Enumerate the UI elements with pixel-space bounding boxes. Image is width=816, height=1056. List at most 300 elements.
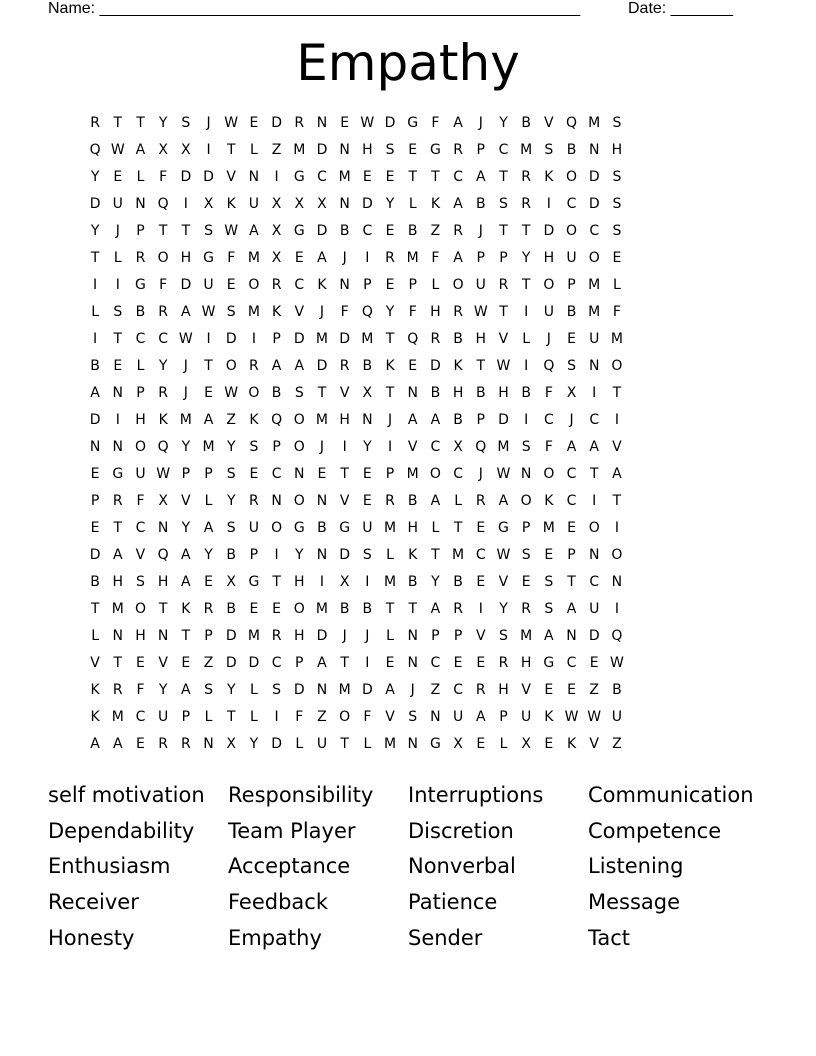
- grid-letter[interactable]: W: [587, 709, 602, 725]
- grid-letter[interactable]: T: [453, 520, 463, 536]
- grid-letter[interactable]: P: [181, 466, 191, 482]
- grid-letter[interactable]: E: [294, 250, 305, 266]
- grid-letter[interactable]: D: [225, 655, 238, 671]
- grid-letter[interactable]: U: [248, 196, 260, 212]
- grid-letter[interactable]: K: [181, 601, 191, 617]
- grid-letter[interactable]: E: [226, 277, 237, 293]
- grid-letter[interactable]: M: [406, 466, 420, 482]
- grid-letter[interactable]: K: [317, 277, 328, 293]
- grid-letter[interactable]: X: [158, 142, 169, 158]
- grid-letter[interactable]: N: [157, 628, 169, 644]
- grid-letter[interactable]: S: [226, 304, 237, 320]
- grid-letter[interactable]: R: [294, 115, 305, 131]
- grid-letter[interactable]: A: [203, 412, 214, 428]
- grid-letter[interactable]: T: [340, 466, 350, 482]
- grid-letter[interactable]: R: [475, 493, 487, 509]
- grid-letter[interactable]: P: [521, 520, 531, 536]
- grid-letter[interactable]: R: [203, 601, 214, 617]
- grid-letter[interactable]: C: [566, 655, 577, 671]
- grid-letter[interactable]: I: [614, 412, 620, 428]
- grid-letter[interactable]: F: [363, 709, 372, 725]
- grid-letter[interactable]: D: [588, 169, 601, 185]
- grid-letter[interactable]: D: [293, 331, 306, 347]
- grid-letter[interactable]: J: [478, 466, 484, 482]
- grid-letter[interactable]: B: [339, 601, 350, 617]
- grid-letter[interactable]: K: [453, 358, 464, 374]
- grid-letter[interactable]: N: [430, 709, 442, 725]
- grid-letter[interactable]: C: [135, 331, 146, 347]
- grid-letter[interactable]: P: [476, 142, 486, 158]
- grid-letter[interactable]: I: [93, 331, 98, 347]
- grid-letter[interactable]: C: [498, 142, 509, 158]
- grid-letter[interactable]: N: [407, 736, 419, 752]
- grid-letter[interactable]: A: [430, 493, 441, 509]
- grid-letter[interactable]: C: [566, 466, 577, 482]
- grid-letter[interactable]: N: [316, 547, 328, 563]
- grid-letter[interactable]: S: [226, 520, 237, 536]
- grid-letter[interactable]: H: [294, 574, 306, 590]
- grid-letter[interactable]: I: [524, 358, 529, 374]
- grid-letter[interactable]: R: [453, 304, 464, 320]
- grid-letter[interactable]: T: [340, 655, 350, 671]
- grid-letter[interactable]: P: [204, 628, 214, 644]
- grid-letter[interactable]: T: [476, 358, 486, 374]
- grid-letter[interactable]: W: [564, 709, 579, 725]
- grid-letter[interactable]: J: [342, 250, 348, 266]
- grid-letter[interactable]: A: [90, 385, 101, 401]
- grid-letter[interactable]: C: [430, 655, 441, 671]
- grid-letter[interactable]: D: [89, 547, 101, 563]
- grid-letter[interactable]: Q: [407, 331, 419, 347]
- grid-letter[interactable]: O: [248, 277, 260, 293]
- grid-letter[interactable]: T: [431, 547, 441, 563]
- grid-letter[interactable]: M: [338, 169, 352, 185]
- grid-letter[interactable]: H: [112, 574, 124, 590]
- grid-letter[interactable]: A: [453, 250, 464, 266]
- grid-letter[interactable]: T: [204, 358, 214, 374]
- grid-letter[interactable]: P: [90, 493, 100, 509]
- grid-letter[interactable]: T: [317, 385, 327, 401]
- grid-letter[interactable]: X: [203, 196, 214, 212]
- grid-letter[interactable]: X: [362, 385, 373, 401]
- grid-letter[interactable]: U: [316, 736, 328, 752]
- grid-letter[interactable]: T: [113, 331, 123, 347]
- grid-letter[interactable]: I: [365, 250, 370, 266]
- grid-letter[interactable]: T: [612, 493, 622, 509]
- grid-letter[interactable]: N: [316, 115, 328, 131]
- grid-letter[interactable]: P: [272, 439, 282, 455]
- grid-letter[interactable]: Y: [90, 223, 100, 239]
- grid-letter[interactable]: B: [612, 682, 623, 698]
- grid-letter[interactable]: M: [315, 331, 329, 347]
- grid-letter[interactable]: Q: [566, 115, 578, 131]
- grid-letter[interactable]: Q: [475, 439, 487, 455]
- grid-letter[interactable]: E: [249, 115, 259, 131]
- grid-letter[interactable]: B: [453, 412, 464, 428]
- grid-letter[interactable]: X: [158, 493, 169, 509]
- grid-letter[interactable]: P: [204, 466, 214, 482]
- grid-letter[interactable]: W: [496, 466, 511, 482]
- grid-letter[interactable]: S: [544, 574, 554, 590]
- grid-letter[interactable]: O: [588, 520, 601, 536]
- grid-letter[interactable]: H: [452, 385, 464, 401]
- grid-letter[interactable]: S: [226, 466, 237, 482]
- grid-letter[interactable]: E: [567, 331, 577, 347]
- grid-letter[interactable]: S: [249, 439, 259, 455]
- grid-letter[interactable]: A: [181, 682, 192, 698]
- grid-letter[interactable]: B: [317, 520, 328, 536]
- grid-letter[interactable]: F: [136, 493, 145, 509]
- grid-letter[interactable]: J: [206, 115, 212, 131]
- grid-letter[interactable]: R: [249, 493, 260, 509]
- grid-letter[interactable]: S: [272, 682, 282, 698]
- grid-letter[interactable]: L: [408, 196, 418, 212]
- grid-letter[interactable]: O: [566, 223, 578, 239]
- grid-letter[interactable]: D: [89, 196, 101, 212]
- grid-letter[interactable]: C: [589, 223, 600, 239]
- grid-letter[interactable]: W: [360, 115, 375, 131]
- grid-letter[interactable]: R: [453, 223, 464, 239]
- grid-letter[interactable]: U: [112, 196, 124, 212]
- grid-letter[interactable]: O: [611, 358, 623, 374]
- grid-letter[interactable]: U: [158, 709, 169, 725]
- grid-letter[interactable]: S: [181, 115, 191, 131]
- grid-letter[interactable]: I: [115, 277, 121, 293]
- grid-letter[interactable]: W: [178, 331, 194, 347]
- grid-letter[interactable]: C: [453, 466, 464, 482]
- grid-letter[interactable]: B: [339, 223, 350, 239]
- grid-letter[interactable]: B: [90, 358, 101, 374]
- grid-letter[interactable]: N: [407, 628, 419, 644]
- grid-letter[interactable]: R: [453, 601, 464, 617]
- grid-letter[interactable]: X: [271, 250, 282, 266]
- grid-letter[interactable]: P: [136, 223, 146, 239]
- grid-letter[interactable]: N: [407, 385, 419, 401]
- grid-letter[interactable]: E: [408, 142, 418, 158]
- grid-letter[interactable]: O: [157, 250, 170, 266]
- grid-letter[interactable]: E: [544, 682, 554, 698]
- grid-letter[interactable]: P: [272, 331, 282, 347]
- grid-letter[interactable]: K: [249, 412, 259, 428]
- grid-letter[interactable]: Y: [385, 304, 395, 320]
- grid-letter[interactable]: E: [476, 520, 486, 536]
- grid-letter[interactable]: B: [566, 142, 577, 158]
- grid-letter[interactable]: I: [387, 439, 393, 455]
- grid-letter[interactable]: W: [201, 304, 216, 320]
- grid-letter[interactable]: P: [363, 277, 373, 293]
- grid-letter[interactable]: V: [90, 655, 101, 671]
- grid-letter[interactable]: W: [609, 655, 625, 671]
- grid-letter[interactable]: X: [453, 439, 464, 455]
- grid-letter[interactable]: E: [385, 655, 395, 671]
- grid-letter[interactable]: U: [543, 304, 555, 320]
- grid-letter[interactable]: S: [136, 574, 146, 590]
- grid-letter[interactable]: F: [227, 250, 236, 266]
- grid-letter[interactable]: H: [135, 412, 147, 428]
- grid-letter[interactable]: L: [431, 520, 440, 536]
- grid-letter[interactable]: D: [384, 115, 396, 131]
- grid-letter[interactable]: Q: [611, 628, 623, 644]
- grid-letter[interactable]: Z: [317, 709, 328, 725]
- grid-letter[interactable]: R: [90, 115, 101, 131]
- grid-letter[interactable]: I: [115, 412, 121, 428]
- grid-letter[interactable]: G: [135, 277, 147, 293]
- grid-letter[interactable]: I: [206, 142, 212, 158]
- grid-letter[interactable]: R: [385, 250, 396, 266]
- grid-letter[interactable]: H: [294, 628, 306, 644]
- grid-letter[interactable]: Q: [157, 547, 170, 563]
- grid-letter[interactable]: J: [342, 628, 348, 644]
- grid-letter[interactable]: O: [543, 466, 555, 482]
- grid-letter[interactable]: I: [319, 574, 325, 590]
- grid-letter[interactable]: P: [476, 412, 486, 428]
- grid-letter[interactable]: C: [543, 412, 555, 428]
- grid-letter[interactable]: P: [476, 250, 486, 266]
- grid-letter[interactable]: M: [383, 574, 397, 590]
- grid-letter[interactable]: A: [544, 628, 555, 644]
- grid-letter[interactable]: O: [134, 439, 147, 455]
- grid-letter[interactable]: C: [589, 412, 600, 428]
- grid-letter[interactable]: Y: [181, 520, 191, 536]
- grid-letter[interactable]: W: [496, 547, 511, 563]
- grid-letter[interactable]: E: [408, 358, 418, 374]
- grid-letter[interactable]: V: [181, 493, 192, 509]
- grid-letter[interactable]: N: [112, 385, 124, 401]
- grid-letter[interactable]: D: [180, 169, 192, 185]
- grid-letter[interactable]: K: [272, 304, 282, 320]
- grid-letter[interactable]: V: [339, 493, 350, 509]
- grid-letter[interactable]: Z: [430, 682, 441, 698]
- grid-letter[interactable]: A: [385, 682, 396, 698]
- grid-letter[interactable]: N: [316, 493, 328, 509]
- grid-letter[interactable]: A: [135, 142, 146, 158]
- grid-letter[interactable]: O: [339, 709, 351, 725]
- grid-letter[interactable]: D: [293, 682, 306, 698]
- grid-letter[interactable]: E: [362, 466, 373, 482]
- grid-letter[interactable]: B: [135, 304, 146, 320]
- grid-letter[interactable]: I: [524, 304, 529, 320]
- grid-letter[interactable]: H: [157, 574, 169, 590]
- grid-letter[interactable]: T: [90, 250, 100, 266]
- grid-letter[interactable]: D: [180, 277, 192, 293]
- grid-letter[interactable]: Y: [521, 250, 531, 266]
- grid-letter[interactable]: G: [112, 466, 124, 482]
- grid-letter[interactable]: P: [295, 655, 304, 671]
- grid-letter[interactable]: G: [293, 520, 306, 536]
- grid-letter[interactable]: L: [91, 304, 100, 320]
- grid-letter[interactable]: O: [588, 250, 601, 266]
- grid-letter[interactable]: C: [475, 547, 487, 563]
- grid-letter[interactable]: E: [476, 736, 486, 752]
- grid-letter[interactable]: C: [135, 709, 146, 725]
- grid-letter[interactable]: J: [115, 223, 121, 239]
- grid-letter[interactable]: M: [520, 142, 533, 158]
- grid-letter[interactable]: T: [499, 304, 509, 320]
- grid-letter[interactable]: N: [588, 358, 600, 374]
- grid-letter[interactable]: I: [274, 169, 280, 185]
- grid-letter[interactable]: D: [203, 169, 215, 185]
- grid-letter[interactable]: R: [271, 277, 282, 293]
- grid-letter[interactable]: R: [158, 736, 169, 752]
- grid-letter[interactable]: V: [612, 439, 623, 455]
- grid-letter[interactable]: M: [588, 115, 601, 131]
- grid-letter[interactable]: P: [499, 250, 509, 266]
- grid-letter[interactable]: A: [453, 196, 464, 212]
- grid-letter[interactable]: A: [498, 493, 509, 509]
- grid-letter[interactable]: S: [521, 439, 532, 455]
- grid-letter[interactable]: V: [498, 574, 509, 590]
- grid-letter[interactable]: L: [386, 547, 395, 563]
- grid-letter[interactable]: K: [158, 412, 169, 428]
- grid-letter[interactable]: T: [90, 601, 100, 617]
- grid-letter[interactable]: V: [339, 385, 350, 401]
- grid-letter[interactable]: B: [453, 574, 464, 590]
- grid-letter[interactable]: E: [362, 493, 373, 509]
- grid-letter[interactable]: M: [610, 331, 624, 347]
- grid-letter[interactable]: V: [294, 304, 305, 320]
- grid-letter[interactable]: I: [478, 601, 484, 617]
- grid-letter[interactable]: P: [567, 277, 577, 293]
- grid-letter[interactable]: R: [158, 385, 169, 401]
- grid-letter[interactable]: E: [340, 115, 350, 131]
- grid-letter[interactable]: J: [478, 223, 484, 239]
- grid-letter[interactable]: X: [521, 736, 532, 752]
- grid-letter[interactable]: N: [112, 628, 124, 644]
- grid-letter[interactable]: A: [203, 520, 214, 536]
- grid-letter[interactable]: Q: [157, 439, 170, 455]
- grid-letter[interactable]: S: [499, 628, 509, 644]
- grid-letter[interactable]: E: [567, 520, 577, 536]
- grid-letter[interactable]: T: [181, 223, 191, 239]
- grid-letter[interactable]: C: [271, 466, 282, 482]
- grid-letter[interactable]: T: [385, 601, 395, 617]
- grid-letter[interactable]: X: [271, 223, 282, 239]
- grid-letter[interactable]: B: [407, 493, 419, 509]
- grid-letter[interactable]: L: [204, 493, 213, 509]
- grid-letter[interactable]: R: [521, 601, 532, 617]
- grid-letter[interactable]: G: [543, 655, 555, 671]
- grid-letter[interactable]: T: [589, 466, 599, 482]
- grid-letter[interactable]: B: [453, 331, 464, 347]
- grid-letter[interactable]: X: [226, 736, 237, 752]
- grid-letter[interactable]: H: [180, 250, 192, 266]
- grid-letter[interactable]: D: [225, 628, 238, 644]
- grid-letter[interactable]: J: [183, 385, 189, 401]
- grid-letter[interactable]: Z: [430, 223, 441, 239]
- grid-letter[interactable]: C: [158, 331, 169, 347]
- grid-letter[interactable]: S: [521, 547, 532, 563]
- grid-letter[interactable]: H: [520, 655, 532, 671]
- grid-letter[interactable]: S: [499, 196, 509, 212]
- grid-letter[interactable]: F: [159, 277, 168, 293]
- grid-letter[interactable]: S: [544, 142, 554, 158]
- grid-letter[interactable]: A: [475, 709, 487, 725]
- grid-letter[interactable]: Y: [363, 439, 373, 455]
- grid-letter[interactable]: E: [272, 601, 282, 617]
- grid-letter[interactable]: B: [226, 547, 237, 563]
- grid-letter[interactable]: J: [319, 439, 325, 455]
- grid-letter[interactable]: H: [498, 385, 510, 401]
- grid-letter[interactable]: T: [272, 574, 282, 590]
- grid-letter[interactable]: X: [453, 736, 464, 752]
- grid-letter[interactable]: A: [566, 439, 577, 455]
- grid-letter[interactable]: E: [113, 169, 123, 185]
- grid-letter[interactable]: N: [588, 547, 600, 563]
- grid-letter[interactable]: V: [226, 169, 237, 185]
- grid-letter[interactable]: I: [365, 574, 370, 590]
- grid-letter[interactable]: B: [566, 304, 577, 320]
- grid-letter[interactable]: F: [136, 682, 145, 698]
- grid-letter[interactable]: V: [385, 709, 396, 725]
- grid-letter[interactable]: H: [362, 142, 374, 158]
- grid-letter[interactable]: N: [611, 574, 623, 590]
- grid-letter[interactable]: E: [567, 682, 577, 698]
- grid-letter[interactable]: O: [293, 439, 306, 455]
- grid-letter[interactable]: J: [410, 682, 416, 698]
- grid-letter[interactable]: F: [544, 385, 554, 401]
- grid-letter[interactable]: L: [363, 736, 372, 752]
- grid-letter[interactable]: M: [315, 601, 329, 617]
- grid-letter[interactable]: J: [387, 412, 393, 428]
- grid-letter[interactable]: S: [113, 304, 123, 320]
- grid-letter[interactable]: Y: [249, 736, 259, 752]
- grid-letter[interactable]: P: [181, 709, 191, 725]
- grid-letter[interactable]: V: [589, 736, 600, 752]
- grid-letter[interactable]: B: [226, 601, 237, 617]
- grid-letter[interactable]: A: [430, 601, 441, 617]
- grid-letter[interactable]: Z: [271, 142, 282, 158]
- grid-letter[interactable]: L: [454, 493, 463, 509]
- grid-letter[interactable]: Y: [158, 358, 168, 374]
- grid-letter[interactable]: R: [521, 196, 532, 212]
- grid-letter[interactable]: O: [293, 601, 306, 617]
- grid-letter[interactable]: T: [136, 115, 146, 131]
- grid-letter[interactable]: W: [110, 142, 126, 158]
- grid-letter[interactable]: X: [339, 574, 350, 590]
- grid-letter[interactable]: H: [430, 304, 442, 320]
- grid-letter[interactable]: R: [498, 655, 509, 671]
- grid-letter[interactable]: D: [316, 358, 328, 374]
- grid-letter[interactable]: C: [566, 196, 577, 212]
- grid-letter[interactable]: L: [295, 736, 304, 752]
- grid-letter[interactable]: U: [566, 250, 578, 266]
- grid-letter[interactable]: M: [111, 709, 125, 725]
- grid-letter[interactable]: N: [203, 736, 215, 752]
- grid-letter[interactable]: N: [407, 655, 419, 671]
- grid-letter[interactable]: P: [249, 547, 259, 563]
- grid-letter[interactable]: F: [431, 115, 440, 131]
- grid-letter[interactable]: T: [158, 601, 168, 617]
- grid-letter[interactable]: F: [612, 304, 622, 320]
- grid-letter[interactable]: A: [181, 574, 192, 590]
- grid-letter[interactable]: I: [546, 196, 552, 212]
- grid-letter[interactable]: O: [452, 277, 465, 293]
- grid-letter[interactable]: A: [453, 115, 464, 131]
- grid-letter[interactable]: T: [226, 142, 236, 158]
- grid-letter[interactable]: E: [249, 601, 259, 617]
- grid-letter[interactable]: U: [362, 520, 373, 536]
- grid-letter[interactable]: R: [112, 493, 124, 509]
- grid-letter[interactable]: V: [407, 439, 418, 455]
- grid-letter[interactable]: R: [135, 250, 146, 266]
- grid-letter[interactable]: E: [249, 466, 259, 482]
- grid-letter[interactable]: M: [588, 304, 601, 320]
- grid-letter[interactable]: L: [136, 169, 145, 185]
- grid-letter[interactable]: B: [475, 385, 487, 401]
- grid-letter[interactable]: E: [317, 466, 327, 482]
- grid-letter[interactable]: D: [588, 628, 601, 644]
- grid-letter[interactable]: T: [113, 520, 123, 536]
